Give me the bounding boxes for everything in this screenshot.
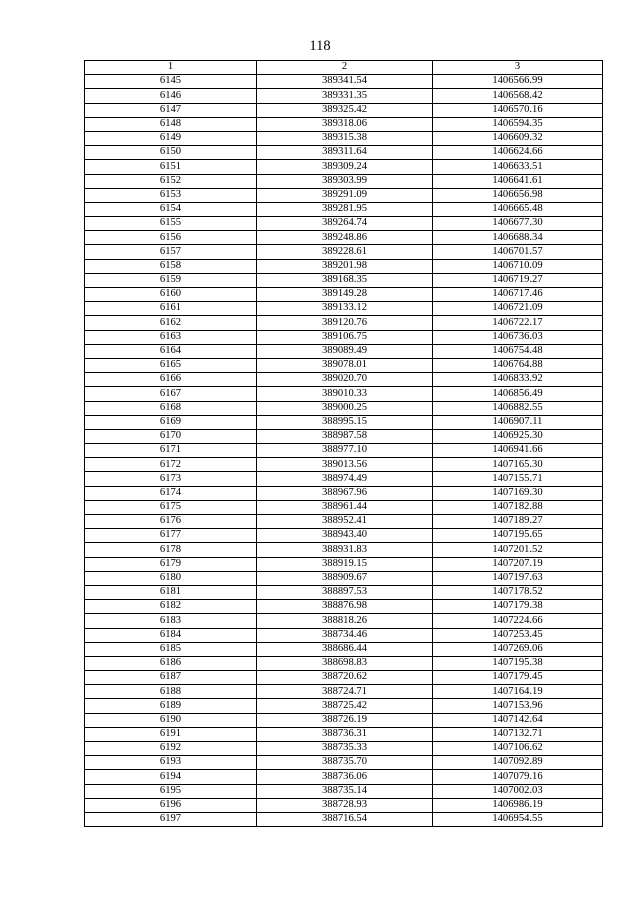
table-cell-col-1: 6189 — [85, 699, 257, 713]
table-row — [85, 600, 603, 614]
table-row — [85, 131, 603, 145]
table-cell-col-1: 6153 — [85, 188, 257, 202]
table-cell-col-3: 1406656.98 — [433, 188, 603, 202]
table-cell-col-2: 389303.99 — [257, 174, 433, 188]
table-cell-col-1: 6168 — [85, 401, 257, 415]
table-row — [85, 727, 603, 741]
table-cell-col-1: 6167 — [85, 387, 257, 401]
table-cell-col-1: 6169 — [85, 415, 257, 429]
column-header-1: 1 — [85, 61, 257, 75]
table-cell-col-2: 389331.35 — [257, 89, 433, 103]
table-row — [85, 316, 603, 330]
table-cell-col-3: 1406677.30 — [433, 217, 603, 231]
table-cell-col-2: 389020.70 — [257, 373, 433, 387]
table-cell-col-3: 1406710.09 — [433, 259, 603, 273]
table-cell-col-3: 1407178.52 — [433, 585, 603, 599]
table-cell-col-2: 389315.38 — [257, 131, 433, 145]
table-cell-col-3: 1406609.32 — [433, 131, 603, 145]
table-cell-col-3: 1406722.17 — [433, 316, 603, 330]
table-row — [85, 401, 603, 415]
table-cell-col-3: 1406641.61 — [433, 174, 603, 188]
table-cell-col-3: 1407169.30 — [433, 486, 603, 500]
table-cell-col-2: 389311.64 — [257, 146, 433, 160]
table-cell-col-2: 388734.46 — [257, 628, 433, 642]
table-cell-col-1: 6148 — [85, 117, 257, 131]
table-row — [85, 344, 603, 358]
table-header-row — [85, 61, 603, 75]
table-cell-col-2: 389291.09 — [257, 188, 433, 202]
table-row — [85, 217, 603, 231]
table-cell-col-1: 6193 — [85, 756, 257, 770]
table-cell-col-3: 1406907.11 — [433, 415, 603, 429]
table-cell-col-2: 388919.15 — [257, 557, 433, 571]
table-cell-col-2: 388818.26 — [257, 614, 433, 628]
table-row — [85, 358, 603, 372]
table-row — [85, 486, 603, 500]
table-row — [85, 756, 603, 770]
table-row — [85, 798, 603, 812]
coordinates-table — [84, 60, 603, 827]
table-cell-col-1: 6154 — [85, 202, 257, 216]
table-cell-col-1: 6151 — [85, 160, 257, 174]
table-row — [85, 259, 603, 273]
table-cell-col-1: 6170 — [85, 429, 257, 443]
table-cell-col-2: 389318.06 — [257, 117, 433, 131]
table-row — [85, 671, 603, 685]
table-cell-col-2: 388716.54 — [257, 812, 433, 826]
table-row — [85, 742, 603, 756]
table-cell-col-1: 6173 — [85, 472, 257, 486]
table-row — [85, 288, 603, 302]
table-cell-col-1: 6180 — [85, 571, 257, 585]
table-cell-col-1: 6181 — [85, 585, 257, 599]
table-cell-col-1: 6158 — [85, 259, 257, 273]
table-cell-col-2: 388931.83 — [257, 543, 433, 557]
table-cell-col-3: 1407179.45 — [433, 671, 603, 685]
page-number: 118 — [309, 38, 331, 54]
table-cell-col-2: 389168.35 — [257, 273, 433, 287]
table-cell-col-2: 389013.56 — [257, 458, 433, 472]
table-row — [85, 75, 603, 89]
table-cell-col-1: 6179 — [85, 557, 257, 571]
table-cell-col-3: 1406721.09 — [433, 302, 603, 316]
table-cell-col-1: 6184 — [85, 628, 257, 642]
table-cell-col-3: 1406719.27 — [433, 273, 603, 287]
table-cell-col-2: 388876.98 — [257, 600, 433, 614]
table-row — [85, 628, 603, 642]
table-row — [85, 415, 603, 429]
table-cell-col-2: 388686.44 — [257, 642, 433, 656]
table-cell-col-1: 6147 — [85, 103, 257, 117]
table-cell-col-3: 1406624.66 — [433, 146, 603, 160]
table-cell-col-1: 6159 — [85, 273, 257, 287]
table-row — [85, 387, 603, 401]
table-cell-col-1: 6176 — [85, 515, 257, 529]
table-row — [85, 529, 603, 543]
table-cell-col-2: 388977.10 — [257, 444, 433, 458]
table-cell-col-3: 1407153.96 — [433, 699, 603, 713]
table-row — [85, 699, 603, 713]
table-cell-col-1: 6161 — [85, 302, 257, 316]
table-cell-col-3: 1407165.30 — [433, 458, 603, 472]
table-cell-col-1: 6164 — [85, 344, 257, 358]
table-cell-col-2: 388967.96 — [257, 486, 433, 500]
table-cell-col-3: 1407207.19 — [433, 557, 603, 571]
table-cell-col-2: 389120.76 — [257, 316, 433, 330]
table-cell-col-3: 1406764.88 — [433, 358, 603, 372]
table-cell-col-1: 6166 — [85, 373, 257, 387]
table-cell-col-2: 388728.93 — [257, 798, 433, 812]
table-cell-col-3: 1406717.46 — [433, 288, 603, 302]
table-cell-col-2: 389000.25 — [257, 401, 433, 415]
table-cell-col-3: 1407224.66 — [433, 614, 603, 628]
table-cell-col-3: 1406754.48 — [433, 344, 603, 358]
table-cell-col-1: 6196 — [85, 798, 257, 812]
table-cell-col-3: 1406856.49 — [433, 387, 603, 401]
table-row — [85, 103, 603, 117]
table-cell-col-3: 1406925.30 — [433, 429, 603, 443]
table-cell-col-1: 6192 — [85, 742, 257, 756]
table-row — [85, 656, 603, 670]
table-cell-col-2: 389089.49 — [257, 344, 433, 358]
table-cell-col-1: 6163 — [85, 330, 257, 344]
table-cell-col-1: 6162 — [85, 316, 257, 330]
table-cell-col-2: 389309.24 — [257, 160, 433, 174]
table-cell-col-1: 6188 — [85, 685, 257, 699]
table-cell-col-2: 388735.33 — [257, 742, 433, 756]
table-cell-col-2: 388943.40 — [257, 529, 433, 543]
table-cell-col-1: 6171 — [85, 444, 257, 458]
table-cell-col-2: 389248.86 — [257, 231, 433, 245]
table-cell-col-2: 388961.44 — [257, 500, 433, 514]
table-cell-col-1: 6145 — [85, 75, 257, 89]
table-cell-col-2: 389341.54 — [257, 75, 433, 89]
table-row — [85, 330, 603, 344]
table-cell-col-1: 6186 — [85, 656, 257, 670]
table-cell-col-3: 1407197.63 — [433, 571, 603, 585]
table-cell-col-3: 1406882.55 — [433, 401, 603, 415]
table-cell-col-1: 6195 — [85, 784, 257, 798]
table-row — [85, 812, 603, 826]
table-cell-col-3: 1407002.03 — [433, 784, 603, 798]
table-row — [85, 302, 603, 316]
table-cell-col-2: 388952.41 — [257, 515, 433, 529]
table-row — [85, 273, 603, 287]
table-cell-col-2: 388720.62 — [257, 671, 433, 685]
table-cell-col-1: 6149 — [85, 131, 257, 145]
table-cell-col-3: 1406941.66 — [433, 444, 603, 458]
table-cell-col-3: 1407079.16 — [433, 770, 603, 784]
table-cell-col-1: 6156 — [85, 231, 257, 245]
table-row — [85, 444, 603, 458]
table-row — [85, 188, 603, 202]
table-cell-col-1: 6160 — [85, 288, 257, 302]
table-cell-col-1: 6175 — [85, 500, 257, 514]
table-cell-col-3: 1407132.71 — [433, 727, 603, 741]
table-cell-col-3: 1407142.64 — [433, 713, 603, 727]
table-cell-col-3: 1406986.19 — [433, 798, 603, 812]
column-header-2: 2 — [257, 61, 433, 75]
table-row — [85, 174, 603, 188]
table-cell-col-2: 388726.19 — [257, 713, 433, 727]
table-cell-col-3: 1407195.38 — [433, 656, 603, 670]
table-cell-col-1: 6197 — [85, 812, 257, 826]
table-cell-col-3: 1407179.38 — [433, 600, 603, 614]
table-row — [85, 245, 603, 259]
table-cell-col-3: 1407189.27 — [433, 515, 603, 529]
table-cell-col-1: 6183 — [85, 614, 257, 628]
table-row — [85, 500, 603, 514]
table-cell-col-1: 6174 — [85, 486, 257, 500]
table-row — [85, 515, 603, 529]
table-row — [85, 585, 603, 599]
table-cell-col-3: 1406566.99 — [433, 75, 603, 89]
table-row — [85, 713, 603, 727]
table-cell-col-2: 389106.75 — [257, 330, 433, 344]
table-cell-col-1: 6157 — [85, 245, 257, 259]
table-cell-col-3: 1406633.51 — [433, 160, 603, 174]
table-row — [85, 784, 603, 798]
table-cell-col-3: 1407092.89 — [433, 756, 603, 770]
table-row — [85, 642, 603, 656]
table-row — [85, 429, 603, 443]
table-cell-col-2: 388736.06 — [257, 770, 433, 784]
table-cell-col-2: 388725.42 — [257, 699, 433, 713]
table-row — [85, 770, 603, 784]
table-cell-col-2: 388897.53 — [257, 585, 433, 599]
table-row — [85, 202, 603, 216]
table-row — [85, 458, 603, 472]
table-row — [85, 472, 603, 486]
table-cell-col-1: 6178 — [85, 543, 257, 557]
table-cell-col-2: 389264.74 — [257, 217, 433, 231]
table-cell-col-3: 1406570.16 — [433, 103, 603, 117]
table-row — [85, 373, 603, 387]
table-cell-col-1: 6150 — [85, 146, 257, 160]
table-cell-col-1: 6182 — [85, 600, 257, 614]
table-cell-col-1: 6187 — [85, 671, 257, 685]
table-cell-col-3: 1406568.42 — [433, 89, 603, 103]
table-cell-col-2: 389201.98 — [257, 259, 433, 273]
table-cell-col-2: 389010.33 — [257, 387, 433, 401]
table-cell-col-3: 1407164.19 — [433, 685, 603, 699]
table-cell-col-1: 6152 — [85, 174, 257, 188]
table-cell-col-3: 1406594.35 — [433, 117, 603, 131]
table-row — [85, 231, 603, 245]
table-row — [85, 89, 603, 103]
table-row — [85, 543, 603, 557]
table-cell-col-2: 388735.14 — [257, 784, 433, 798]
table-cell-col-2: 388736.31 — [257, 727, 433, 741]
table-cell-col-3: 1406701.57 — [433, 245, 603, 259]
table-cell-col-2: 389133.12 — [257, 302, 433, 316]
table-cell-col-3: 1406665.48 — [433, 202, 603, 216]
table-cell-col-1: 6165 — [85, 358, 257, 372]
table-cell-col-3: 1406954.55 — [433, 812, 603, 826]
table-cell-col-2: 388735.70 — [257, 756, 433, 770]
table-row — [85, 117, 603, 131]
table-row — [85, 160, 603, 174]
table-cell-col-3: 1407253.45 — [433, 628, 603, 642]
table-cell-col-1: 6155 — [85, 217, 257, 231]
table-cell-col-2: 389325.42 — [257, 103, 433, 117]
table-cell-col-3: 1407195.65 — [433, 529, 603, 543]
table-cell-col-2: 389281.95 — [257, 202, 433, 216]
table-row — [85, 557, 603, 571]
table-row — [85, 685, 603, 699]
table-cell-col-2: 389078.01 — [257, 358, 433, 372]
table-cell-col-2: 388724.71 — [257, 685, 433, 699]
table-cell-col-1: 6177 — [85, 529, 257, 543]
table-cell-col-2: 389149.28 — [257, 288, 433, 302]
table-cell-col-2: 389228.61 — [257, 245, 433, 259]
table-cell-col-3: 1407201.52 — [433, 543, 603, 557]
column-header-3: 3 — [433, 61, 603, 75]
table-cell-col-1: 6146 — [85, 89, 257, 103]
table-cell-col-1: 6194 — [85, 770, 257, 784]
table-cell-col-3: 1406736.03 — [433, 330, 603, 344]
table-row — [85, 146, 603, 160]
table-cell-col-3: 1407269.06 — [433, 642, 603, 656]
table-cell-col-3: 1406833.92 — [433, 373, 603, 387]
table-row — [85, 614, 603, 628]
table-cell-col-3: 1407182.88 — [433, 500, 603, 514]
table-row — [85, 571, 603, 585]
table-cell-col-1: 6185 — [85, 642, 257, 656]
table-cell-col-3: 1406688.34 — [433, 231, 603, 245]
table-cell-col-1: 6191 — [85, 727, 257, 741]
table-cell-col-2: 388987.58 — [257, 429, 433, 443]
table-cell-col-1: 6172 — [85, 458, 257, 472]
table-cell-col-1: 6190 — [85, 713, 257, 727]
table-cell-col-3: 1407155.71 — [433, 472, 603, 486]
table-cell-col-3: 1407106.62 — [433, 742, 603, 756]
table-cell-col-2: 388995.15 — [257, 415, 433, 429]
table-body — [85, 75, 603, 827]
table-cell-col-2: 388698.83 — [257, 656, 433, 670]
table-cell-col-2: 388909.67 — [257, 571, 433, 585]
table-cell-col-2: 388974.49 — [257, 472, 433, 486]
